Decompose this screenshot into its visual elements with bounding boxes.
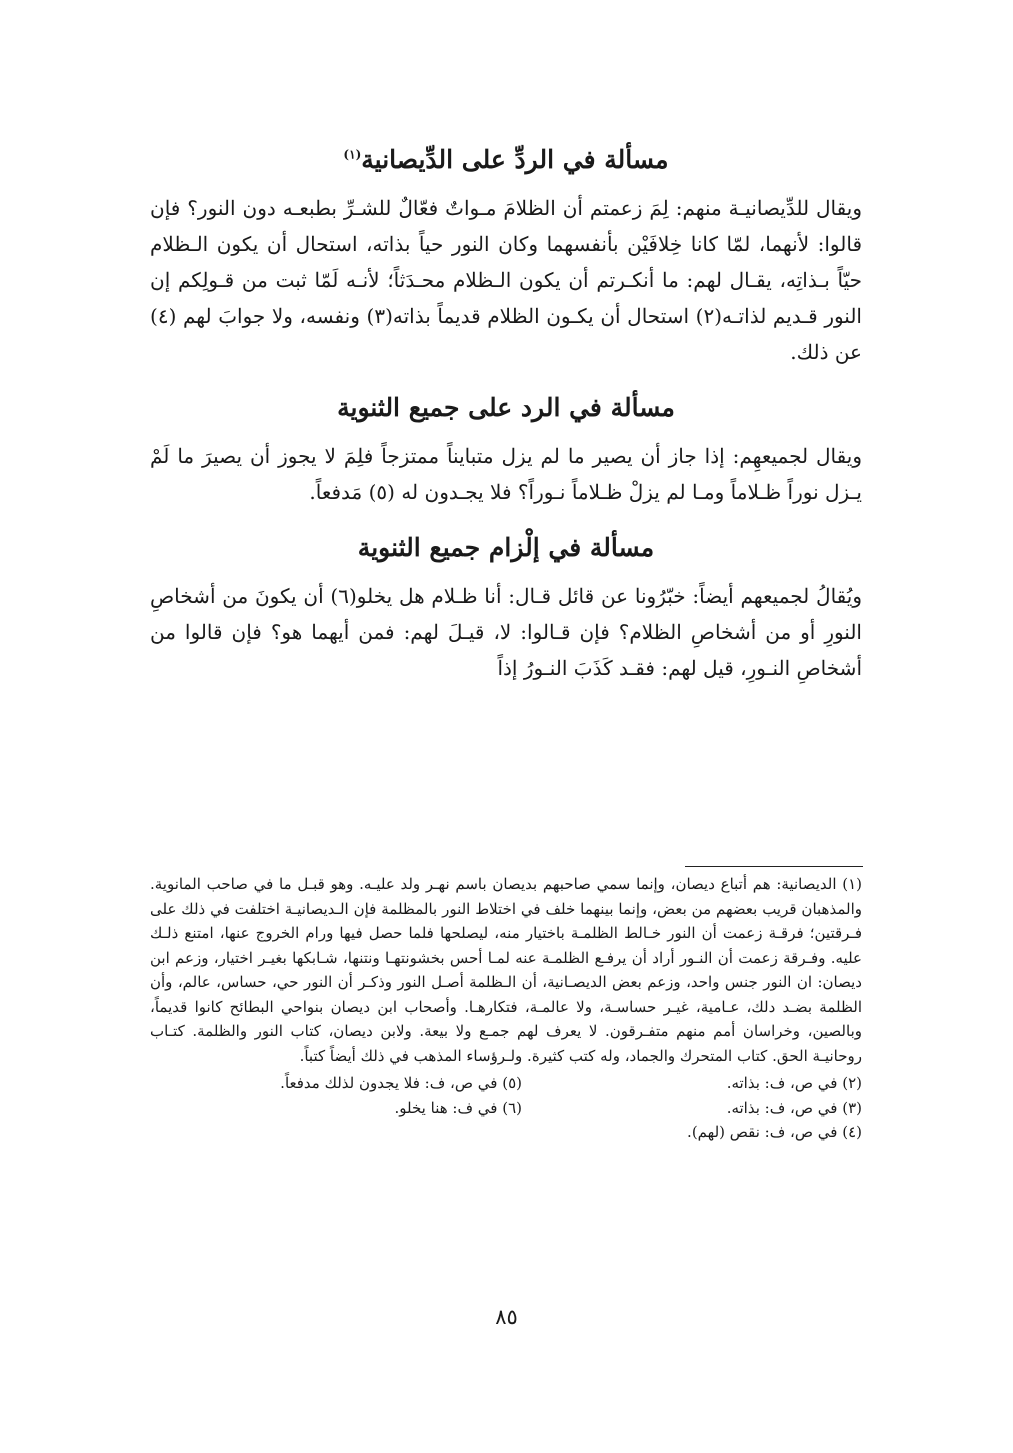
footnote-4: (٤) في ص، ف: نقص (لهم).: [687, 1123, 862, 1141]
footnote-grid: [150, 1071, 862, 1145]
footnote-divider: [685, 866, 863, 867]
section-title: مسألة في الرد على جميع الثنوية: [337, 393, 675, 422]
section-title: مسألة في إلْزام جميع الثنوية: [357, 533, 655, 562]
main-text: [150, 140, 862, 704]
section-title: [150, 140, 862, 180]
footnote-ref: (١): [343, 147, 362, 162]
section-3: [150, 528, 862, 686]
footnote-3: (٣) في ص، ف: بذاته.: [726, 1098, 862, 1117]
footnote-empty: [150, 1120, 522, 1145]
page-number: ٨٥: [495, 1305, 518, 1329]
footnote-2: (٢) في ص، ف: بذاته.: [726, 1074, 862, 1092]
section-paragraph: ويقال للدِّيصانيـة منهم: لِمَ زعمتم أن الظلامَ مـواتٌ فعّالٌ للشـرِّ بطبعـه دون النور؟ فإن قالوا: لأنهما، لمّا كانا خِلافَيْن بأنفسهما وكان النور حياً بذاته، استحال أن يكون الـظلام حيّاً بـذاتِه، يقـال لهم: ما أنكـرتم أن يكون الـظلام محـدَثاً؛ لأنـه لَمّا ثبت من قـولِكم إن النور قـديم لذاتـه(٢) استحال أن يكـون الظلام قديماً بذاته(٣) ونفسه، ولا جوابَ لهم (٤) عن ذلك.: [150, 196, 862, 364]
section-title-text: مسألة في الردِّ على الدِّيصانية: [361, 145, 669, 174]
footnotes: [150, 872, 862, 1145]
section-paragraph: ويقال لجميعهِم: إذا جاز أن يصير ما لم يزل متبايناً ممتزجاً فلِمَ لا يجوز أن يصيرَ ما لَمْ يـزل نوراً ظـلاماً ومـا لم يزلْ ظـلاماً نـوراً؟ فلا يجـدون له (٥) مَدفعاً.: [150, 444, 862, 504]
footnote-5: (٥) في ص، ف: فلا يجدون لذلك مدفعاً.: [280, 1074, 522, 1092]
section-paragraph: ويُقالُ لجميعهم أيضاً: خبّرُونا عن قائل قـال: أنا ظـلام هل يخلو(٦) أن يكونَ من أشخاصِ النورِ أو من أشخاصِ الظلام؟ فإن قـالوا: لا، قيـلَ لهم: فمن أيهما هو؟ فإن قالوا من أشخاصِ النـورِ، قيل لهم: فقـد كَذَبَ النـورُ إذاً: [150, 584, 862, 680]
section-1: [150, 140, 862, 370]
footnote-1: (١) الديصانية: هم أتباع ديصان، وإنما سمي صاحبهم بديصان باسم نهـر ولد عليـه. وهو قبـل ما في صاحب المانوية. والمذهبان قريب بعضهم من بعض، وإنما بينهما خلف في اختلاط النور بالمظلمة فإن الـديصانيـة اختلفت في ذلك على فـرقتين؛ فرقـة زعمت أن النور خـالط الظلمـة باختيار منه، ليصلحها فلما حصل فيها ورام الخروج عنها، امتنع ذلـك عليه. وفـرقة زعمت أن النـور أراد أن يرفـع الظلمـة عنه لمـا أحس بخشونتهـا ونتنها، شـابكها بغيـر اختيار، وزعم ابن ديصان: ان النور جنس واحد، وزعم بعض الديصـانية، أن الـظلمة أصـل النور وذكـر أن النور حي، حساس، عالم، وأن الظلمة بضـد دلك، عـامية، غيـر حساسـة، ولا عالمـة، فتكارهـا. وأصحاب ابن ديصان بنواحي البطائح كانوا قديماً، وبالصين، وخراسان أمم منهم متفـرقون. لا يعرف لهم جمـع ولا بيعة. ولابن ديصان، كتاب النور والظلمة. كتـاب روحانيـة الحق. كتاب المتحرك والجماد، وله كتب كثيرة. ولـرؤساء المذهب في ذلك أيضاً كتباً.: [150, 875, 862, 1065]
section-2: [150, 388, 862, 510]
footnote-6: (٦) في ف: هنا يخلو.: [394, 1098, 522, 1117]
